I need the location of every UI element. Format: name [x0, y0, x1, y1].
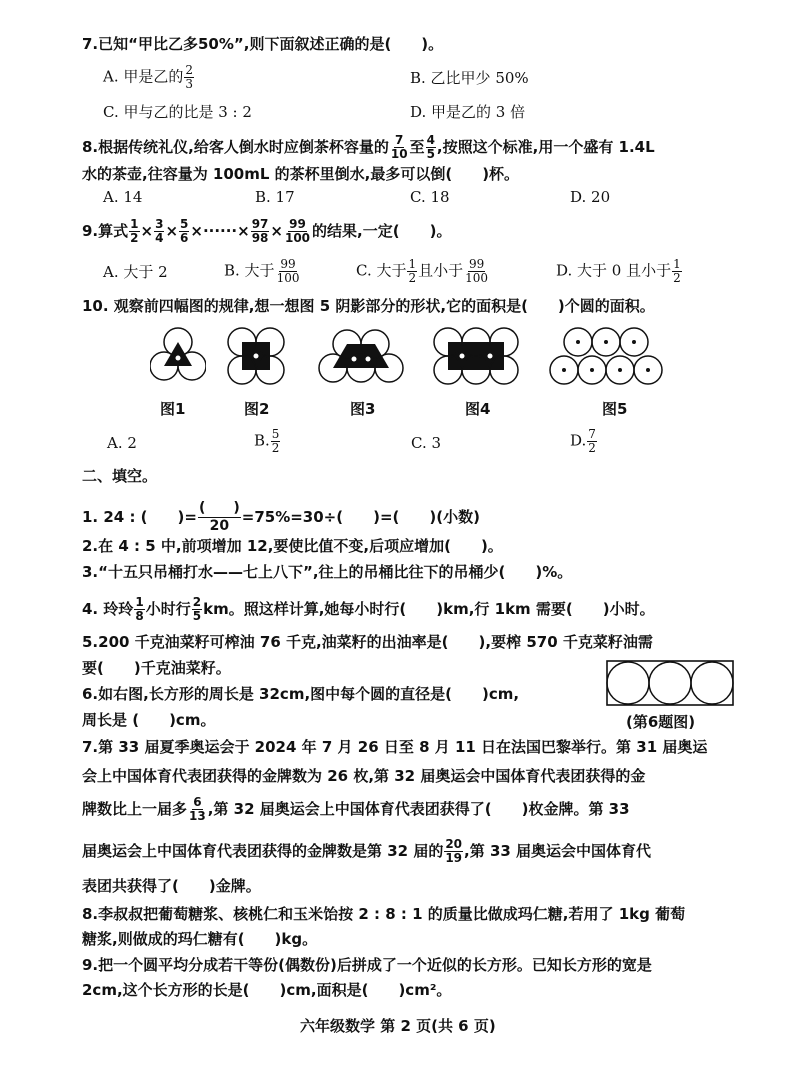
- fraction: $\frac{1}{2}$: [673, 257, 681, 285]
- q8-option-a: A. 14: [103, 188, 143, 206]
- q7-stem: 7.已知“甲比乙多50%”,则下面叙述正确的是( )。: [82, 35, 444, 53]
- fill-7-line5: 表团共获得了( )金牌。: [82, 877, 261, 895]
- fraction: $\frac{5}{6}$: [180, 217, 189, 245]
- page-footer: 六年级数学 第 2 页(共 6 页): [300, 1017, 496, 1035]
- fraction: $\frac{99}{100}$: [465, 257, 489, 285]
- figure-5: [548, 326, 678, 386]
- figure-2: [226, 326, 286, 386]
- q7-option-c: C. 甲与乙的比是 3 : 2: [103, 103, 252, 121]
- figure-1: [150, 326, 206, 386]
- q8-stem-line2: 水的茶壶,往容量为 100mL 的茶杯里倒水,最多可以倒( )杯。: [82, 165, 520, 183]
- fraction: $\frac{99}{100}$: [276, 257, 300, 285]
- q6-figure: [606, 660, 734, 706]
- q10-stem: 10. 观察前四幅图的规律,想一想图 5 阴影部分的形状,它的面积是( )个圆的面积。: [82, 297, 655, 315]
- figure-4-caption: 图4: [465, 400, 491, 418]
- fraction: $\frac{2}{5}$: [192, 595, 202, 623]
- fraction: $\frac{7}{2}$: [588, 427, 596, 455]
- fraction: $\frac{2}{3}$: [185, 63, 194, 91]
- fraction: $\frac{( )}{20}$: [198, 500, 240, 534]
- q7-option-b: B. 乙比甲少 50%: [410, 69, 529, 87]
- figure-5-caption: 图5: [602, 400, 628, 418]
- q10-option-c: C. 3: [411, 434, 442, 452]
- q7-option-a: A. 甲是乙的 $\frac{2}{3}$: [103, 63, 194, 91]
- figure-3-caption: 图3: [350, 400, 376, 418]
- fraction: $\frac{99}{100}$: [284, 217, 311, 245]
- fill-6-line2: 周长是 ( )cm。: [82, 711, 216, 729]
- fraction: $\frac{20}{19}$: [445, 837, 463, 865]
- q9-option-d: D. 大于 0 且小于 $\frac{1}{2}$: [556, 257, 681, 285]
- fill-5-line1: 5.200 千克油菜籽可榨油 76 千克,油菜籽的出油率是( ),要榨 570 千克菜籽油需: [82, 633, 653, 651]
- fill-7-line2: 会上中国体育代表团获得的金牌数为 26 枚,第 32 届奥运会中国体育代表团获得的金: [82, 767, 646, 785]
- fraction: $\frac{7}{10}$: [390, 133, 408, 161]
- fill-1: 1. 24 : ( )= $\frac{( )}{20}$ =75%=30÷( )=( )(小数): [82, 500, 480, 534]
- q8-option-c: C. 18: [410, 188, 450, 206]
- fill-9-line2: 2cm,这个长方形的长是( )cm,面积是( )cm²。: [82, 981, 452, 999]
- figure-3: [318, 326, 404, 386]
- fraction: $\frac{4}{5}$: [426, 133, 435, 161]
- fill-2: 2.在 4 : 5 中,前项增加 12,要使比值不变,后项应增加( )。: [82, 537, 503, 555]
- fraction: $\frac{6}{13}$: [189, 795, 206, 823]
- fraction: $\frac{1}{2}$: [130, 217, 139, 245]
- q10-option-d: D. $\frac{7}{2}$: [570, 427, 596, 455]
- fill-8-line2: 糖浆,则做成的玛仁糖有( )kg。: [82, 930, 318, 948]
- q8-stem-line1: 8.根据传统礼仪,给客人倒水时应倒茶杯容量的 $\frac{7}{10}$ 至 $\frac{4}{5}$ ,按照这个标准,用一个盛有 1.4L: [82, 133, 655, 161]
- q9-stem: 9.算式 $\frac{1}{2}$ × $\frac{3}{4}$ × $\frac{5}{6}$ ×······× $\frac{97}{98}$ × $\frac{99}{100}$ 的结果,一定( )。: [82, 217, 452, 245]
- q10-option-b: B. $\frac{5}{2}$: [254, 427, 280, 455]
- fraction: $\frac{97}{98}$: [251, 217, 269, 245]
- fill-4: 4. 玲玲 $\frac{1}{8}$ 小时行 $\frac{2}{5}$ km。照这样计算,她每小时行( )km,行 1km 需要( )小时。: [82, 595, 655, 623]
- fill-9-line1: 9.把一个圆平均分成若干等份(偶数份)后拼成了一个近似的长方形。已知长方形的宽是: [82, 956, 652, 974]
- fill-6-line1: 6.如右图,长方形的周长是 32cm,图中每个圆的直径是( )cm,: [82, 685, 520, 703]
- q7-option-d: D. 甲是乙的 3 倍: [410, 103, 526, 121]
- section-title: 二、填空。: [82, 467, 158, 485]
- fill-7-line4: 届奥运会上中国体育代表团获得的金牌数是第 32 届的 $\frac{20}{19}$ ,第 33 届奥运会中国体育代: [82, 837, 652, 865]
- q10-option-a: A. 2: [107, 434, 137, 452]
- fill-3: 3.“十五只吊桶打水——七上八下”,往上的吊桶比往下的吊桶少( )%。: [82, 563, 573, 581]
- fraction: $\frac{1}{8}$: [135, 595, 144, 623]
- q8-option-d: D. 20: [570, 188, 611, 206]
- fill-5-line2: 要( )千克油菜籽。: [82, 659, 231, 677]
- figure-1-caption: 图1: [160, 400, 186, 418]
- q9-option-a: A. 大于 2: [103, 263, 168, 281]
- fill-8-line1: 8.李叔叔把葡萄糖浆、核桃仁和玉米饴按 2 : 8 : 1 的质量比做成玛仁糖,若用了 1kg 葡萄: [82, 905, 686, 923]
- figure-2-caption: 图2: [244, 400, 270, 418]
- fraction: $\frac{1}{2}$: [408, 257, 417, 285]
- fraction: $\frac{5}{2}$: [271, 427, 280, 455]
- figure-4: [432, 326, 520, 386]
- q9-option-c: C. 大于 $\frac{1}{2}$ 且小于 $\frac{99}{100}$: [356, 257, 489, 285]
- q6-figure-caption: (第6题图): [626, 713, 696, 731]
- fraction: $\frac{3}{4}$: [155, 217, 164, 245]
- q8-option-b: B. 17: [255, 188, 295, 206]
- fill-7-line1: 7.第 33 届夏季奥运会于 2024 年 7 月 26 日至 8 月 11 日在法国巴黎举行。第 31 届奥运: [82, 738, 708, 756]
- fill-7-line3: 牌数比上一届多 $\frac{6}{13}$ ,第 32 届奥运会上中国体育代表团获得了( )枚金牌。第 33: [82, 795, 630, 823]
- q9-option-b: B. 大于 $\frac{99}{100}$: [224, 257, 300, 285]
